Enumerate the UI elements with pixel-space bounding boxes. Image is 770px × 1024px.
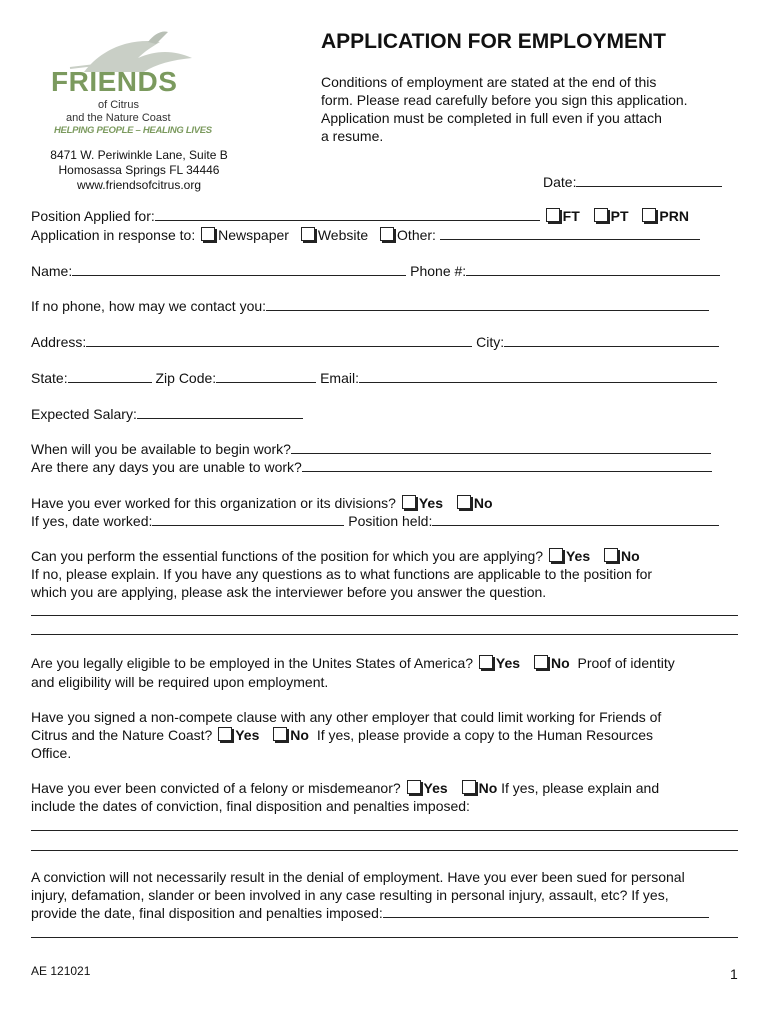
noncompete-no-checkbox[interactable] <box>273 727 287 741</box>
unable-input[interactable] <box>302 458 712 472</box>
noncompete-yes-label: Yes <box>235 727 260 743</box>
conviction-answer-line[interactable] <box>31 937 738 938</box>
logo <box>46 28 212 140</box>
response-row <box>31 226 700 244</box>
address-row <box>31 333 719 351</box>
email-label: Email: <box>320 370 359 386</box>
position-label: Position Applied for: <box>31 208 155 224</box>
worked-yes-checkbox[interactable] <box>402 495 416 509</box>
worked-yes-label: Yes <box>418 495 443 511</box>
essential-row <box>31 547 640 565</box>
noncompete-line-1: Have you signed a non-compete clause with any other employer that could limit working for Friends of <box>31 709 662 725</box>
conviction-line-2: injury, defamation, slander or been involved in any case resulting in personal injury, assault, etc? If yes, <box>31 887 669 903</box>
unable-row <box>31 458 712 476</box>
conviction-line-1: A conviction will not necessarily result in the denial of employment. Have you ever been sued for personal <box>31 869 685 885</box>
ft-checkbox[interactable] <box>546 208 560 222</box>
salary-label: Expected Salary: <box>31 406 137 422</box>
felony-no-label: No <box>478 780 498 796</box>
available-input[interactable] <box>291 440 711 454</box>
date-field <box>543 173 722 191</box>
worked-no-label: No <box>473 495 493 511</box>
eligible-no-label: No <box>550 655 570 671</box>
name-input[interactable] <box>72 262 406 276</box>
essential-answer-line[interactable] <box>31 615 738 616</box>
essential-answer-line[interactable] <box>31 634 738 635</box>
other-input[interactable] <box>440 226 700 240</box>
zip-input[interactable] <box>216 369 316 383</box>
logo-tagline: HELPING PEOPLE – HEALING LIVES <box>54 125 212 136</box>
eligible-yes-checkbox[interactable] <box>479 655 493 669</box>
worked-no-checkbox[interactable] <box>457 495 471 509</box>
noncompete-instructions: If yes, please provide a copy to the Human Resources <box>316 727 653 743</box>
org-address <box>28 148 250 193</box>
conditions-line: Conditions of employment are stated at the end of this <box>321 74 657 90</box>
eligible-line-2: and eligibility will be required upon employment. <box>31 674 329 690</box>
conditions-line: a resume. <box>321 128 384 144</box>
date-worked-label: If yes, date worked: <box>31 513 153 529</box>
newspaper-label: Newspaper <box>218 227 289 243</box>
state-label: State: <box>31 370 68 386</box>
essential-no-checkbox[interactable] <box>604 548 618 562</box>
noncompete-row <box>31 726 653 744</box>
other-label: Other: <box>397 227 436 243</box>
conditions-line: form. Please read carefully before you sign this application. <box>321 92 688 108</box>
salary-input[interactable] <box>137 405 303 419</box>
position-input[interactable] <box>155 207 540 221</box>
address-line1: 8471 W. Periwinkle Lane, Suite B <box>50 148 228 162</box>
no-phone-row <box>31 297 709 315</box>
zip-label: Zip Code: <box>155 370 217 386</box>
city-label: City: <box>476 334 505 350</box>
conviction-label: provide the date, final disposition and penalties imposed: <box>31 905 383 921</box>
position-held-input[interactable] <box>432 512 719 526</box>
phone-input[interactable] <box>466 262 720 276</box>
essential-explain-1: If no, please explain. If you have any questions as to what functions are applicable to the position for <box>31 566 653 582</box>
address-label: Address: <box>31 334 87 350</box>
date-worked-row <box>31 512 719 530</box>
proof-label: Proof of identity <box>577 655 675 671</box>
essential-label: Can you perform the essential functions of the position for which you are applying? <box>31 548 544 564</box>
logo-line1: of Citrus <box>98 99 139 111</box>
prn-checkbox[interactable] <box>642 208 656 222</box>
felony-yes-checkbox[interactable] <box>407 780 421 794</box>
felony-no-checkbox[interactable] <box>462 780 476 794</box>
eligible-yes-label: Yes <box>495 655 521 671</box>
essential-yes-label: Yes <box>565 548 591 564</box>
page-number: 1 <box>730 966 738 982</box>
pt-checkbox[interactable] <box>594 208 608 222</box>
date-input[interactable] <box>576 173 722 187</box>
address-input[interactable] <box>86 333 472 347</box>
essential-explain-2: which you are applying, please ask the interviewer before you answer the question. <box>31 584 547 600</box>
available-row <box>31 440 711 458</box>
pt-label: PT <box>610 208 629 224</box>
salary-row <box>31 405 303 423</box>
logo-name: FRIENDS <box>51 66 178 97</box>
form-code: AE 121021 <box>31 964 91 978</box>
felony-line-3: include the dates of conviction, final disposition and penalties imposed: <box>31 798 470 814</box>
position-held-label: Position held: <box>348 513 433 529</box>
eligible-label: Are you legally eligible to be employed in the Unites States of America? <box>31 655 474 671</box>
no-phone-label: If no phone, how may we contact you: <box>31 298 267 314</box>
name-label: Name: <box>31 263 73 279</box>
felony-answer-line[interactable] <box>31 830 738 831</box>
worked-row <box>31 494 493 512</box>
conditions-line: Application must be completed in full even if you attach <box>321 110 662 126</box>
newspaper-checkbox[interactable] <box>201 227 215 241</box>
noncompete-yes-checkbox[interactable] <box>218 727 232 741</box>
state-row <box>31 369 717 387</box>
page-title: APPLICATION FOR EMPLOYMENT <box>321 30 666 53</box>
phone-label: Phone #: <box>410 263 467 279</box>
state-input[interactable] <box>68 369 152 383</box>
eligible-row <box>31 654 675 672</box>
date-worked-input[interactable] <box>152 512 344 526</box>
city-input[interactable] <box>504 333 719 347</box>
prn-label: PRN <box>659 208 689 224</box>
essential-yes-checkbox[interactable] <box>549 548 563 562</box>
worked-label: Have you ever worked for this organization or its divisions? <box>31 495 396 511</box>
logo-line2: and the Nature Coast <box>66 112 171 124</box>
ft-label: FT <box>562 208 580 224</box>
position-row <box>31 207 689 225</box>
conviction-row <box>31 904 709 922</box>
no-phone-input[interactable] <box>266 297 709 311</box>
email-input[interactable] <box>359 369 717 383</box>
noncompete-label: Citrus and the Nature Coast? <box>31 727 213 743</box>
noncompete-no-label: No <box>290 727 309 743</box>
eligible-no-checkbox[interactable] <box>534 655 548 669</box>
felony-answer-line[interactable] <box>31 850 738 851</box>
address-website: www.friendsofcitrus.org <box>76 178 202 192</box>
other-checkbox[interactable] <box>380 227 394 241</box>
essential-no-label: No <box>621 548 640 564</box>
response-label: Application in response to: <box>31 227 196 243</box>
website-label: Website <box>317 227 369 243</box>
felony-label: Have you ever been convicted of a felony or misdemeanor? <box>31 780 401 796</box>
date-label: Date: <box>543 174 577 190</box>
felony-instructions: If yes, please explain and <box>501 780 660 796</box>
address-line2: Homosassa Springs FL 34446 <box>58 163 220 177</box>
name-row <box>31 262 720 280</box>
conditions-text <box>321 73 688 145</box>
unable-label: Are there any days you are unable to work? <box>31 459 302 475</box>
available-label: When will you be available to begin work? <box>31 441 291 457</box>
felony-yes-label: Yes <box>423 780 448 796</box>
conviction-input[interactable] <box>383 904 709 918</box>
website-checkbox[interactable] <box>301 227 315 241</box>
felony-row <box>31 779 659 797</box>
noncompete-line-4: Office. <box>31 745 72 761</box>
